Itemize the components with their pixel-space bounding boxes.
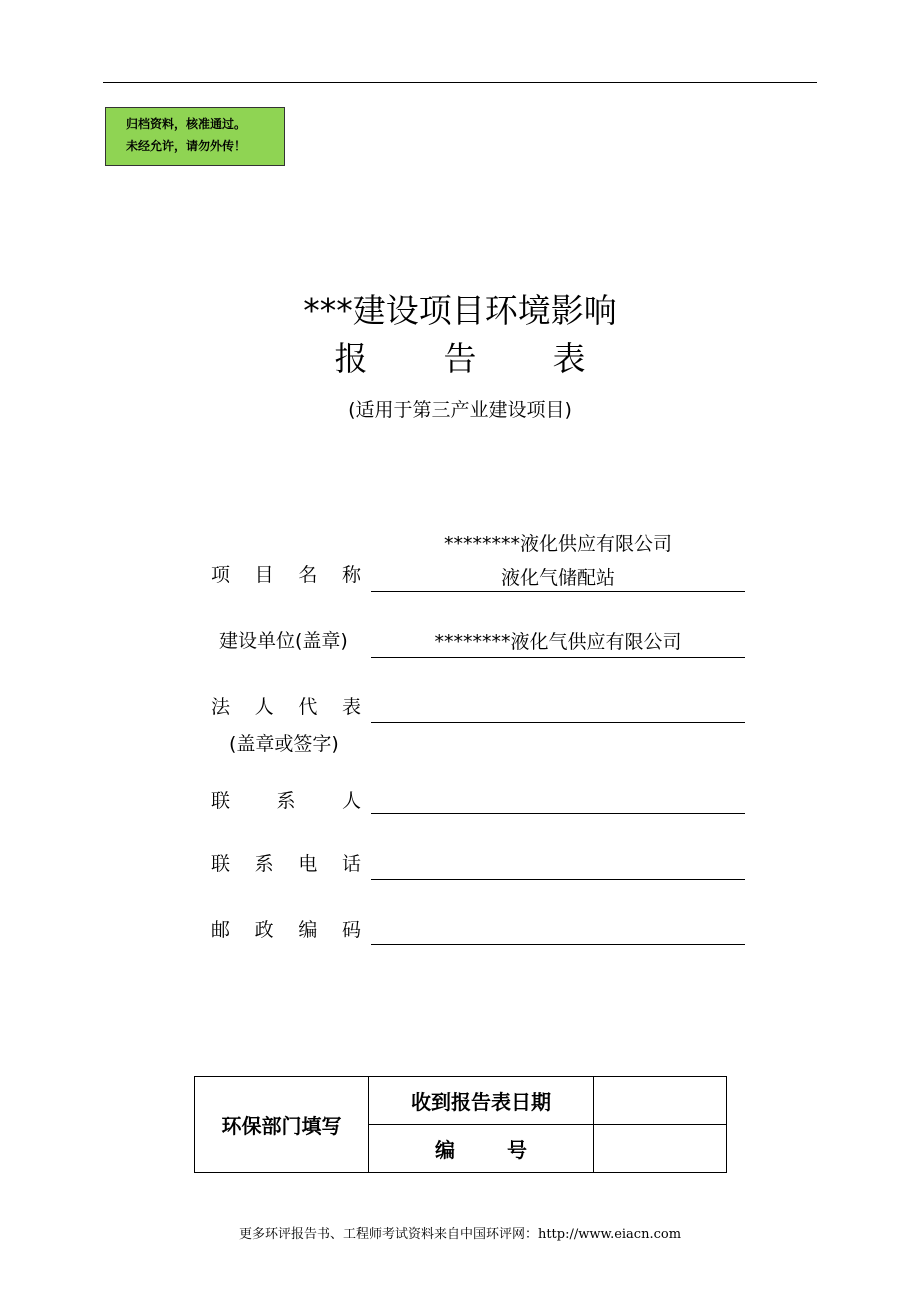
report-subtitle: (适用于第三产业建设项目) (348, 399, 572, 421)
legal-rep-sub-label: (盖章或签字) (229, 733, 339, 755)
stamp-line-2: 未经允许，请勿外传！ (126, 139, 247, 153)
postcode-label: 邮 政 编 码 (211, 919, 361, 941)
office-table-header: 环保部门填写 (195, 1077, 369, 1173)
legal-rep-field[interactable] (371, 722, 745, 723)
project-name-field[interactable] (371, 591, 745, 592)
stamp-line-1: 归档资料，核准通过。 (126, 117, 247, 131)
title-char: 告 (443, 339, 477, 378)
received-date-cell[interactable] (594, 1077, 727, 1125)
serial-number-cell[interactable] (594, 1125, 727, 1173)
contact-label: 联 系 人 (211, 790, 361, 812)
title-char: 表 (552, 339, 586, 378)
received-date-label: 收到报告表日期 (369, 1077, 594, 1125)
project-name-label: 项 目 名 称 (211, 564, 361, 586)
postcode-field[interactable] (371, 944, 745, 945)
footer-note: 更多环评报告书、工程师考试资料来自中国环评网：http://www.eiacn.com (238, 1227, 682, 1242)
phone-label: 联 系 电 话 (211, 853, 361, 875)
report-title: ***建设项目环境影响 (303, 291, 617, 330)
project-name-value-line-2: 液化气储配站 (500, 567, 615, 589)
builder-field[interactable] (371, 657, 745, 658)
builder-label: 建设单位(盖章) (219, 630, 348, 652)
serial-number-label: 编 号 (369, 1125, 594, 1173)
contact-field[interactable] (371, 813, 745, 814)
archive-stamp (105, 107, 285, 166)
phone-field[interactable] (371, 879, 745, 880)
title-char: 报 (334, 339, 368, 378)
builder-value: ********液化气供应有限公司 (434, 631, 682, 653)
top-rule (103, 82, 817, 83)
legal-rep-label: 法 人 代 表 (211, 696, 361, 718)
report-title-line-2 (0, 336, 920, 382)
project-name-value-line-1: ********液化供应有限公司 (443, 533, 672, 555)
office-use-table (194, 1076, 727, 1173)
